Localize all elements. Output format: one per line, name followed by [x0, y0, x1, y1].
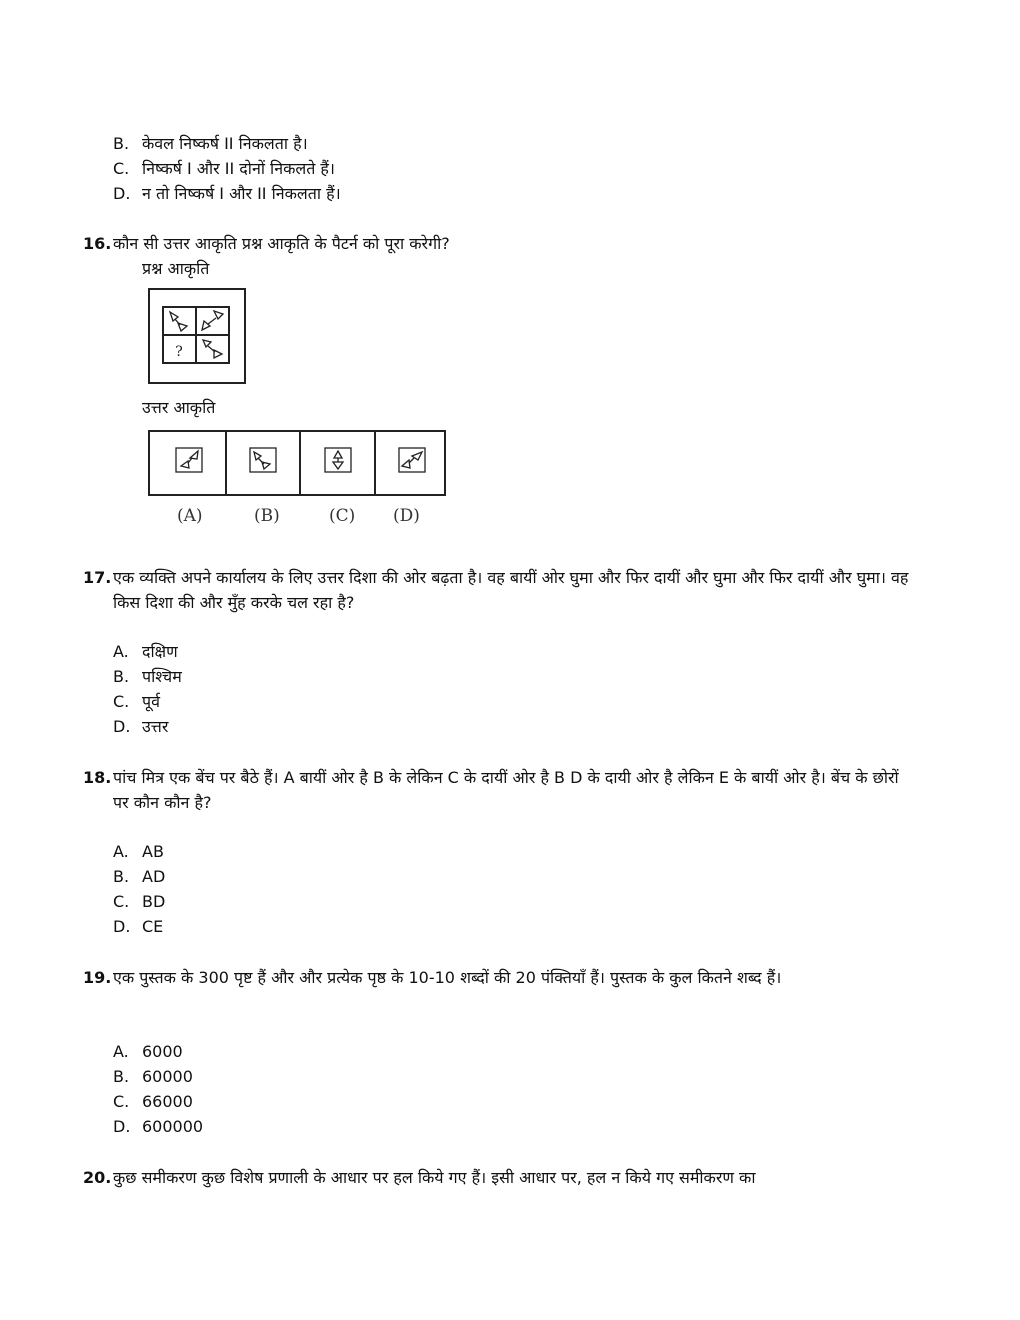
q19-option-d — [113, 1116, 203, 1138]
option-label: B. — [113, 134, 130, 153]
q17-text: एक व्यक्ति अपने कार्यालय के लिए उत्तर दिशा की ओर बढ़ता है। वह बायीं ओर घुमा और फिर दायीं और घुमा और फिर दायीं और घुमा। वह किस दिशा की और मुँह करके चल रहा है? — [113, 568, 909, 612]
option-label: B. — [113, 867, 130, 886]
option-text: BD — [142, 892, 166, 911]
q18-option-a — [113, 841, 164, 863]
option-text: न तो निष्कर्ष I और II निकलता हैं। — [142, 184, 341, 203]
option-label: B. — [113, 667, 130, 686]
question-mark: ? — [175, 344, 183, 360]
question-figure — [148, 288, 246, 384]
q15-option-b — [113, 133, 308, 155]
option-text: 6000 — [142, 1042, 183, 1061]
q18-text: पांच मित्र एक बेंच पर बैठे हैं। A बायीं ओर है B के लेकिन C के दायीं ओर है B D के दायी ओर है लेकिन E के बायीं ओर है। बेंच के छोरों पर कौन कौन है? — [113, 768, 899, 812]
option-text: 66000 — [142, 1092, 193, 1111]
q15-option-d — [113, 183, 341, 205]
q19-option-b — [113, 1066, 193, 1088]
option-label: C. — [113, 159, 130, 178]
option-label: C. — [113, 692, 130, 711]
q17-option-c — [113, 691, 160, 713]
q18-option-d — [113, 916, 163, 938]
q20-number: 20. — [83, 1168, 112, 1187]
q17-option-a — [113, 641, 178, 663]
q19-text: एक पुस्तक के 300 पृष्ट हैं और और प्रत्येक पृष्ठ के 10-10 शब्दों की 20 पंक्तियाँ हैं। पुस्तक के कुल कितने शब्द हैं। — [113, 968, 782, 987]
option-text: पश्चिम — [142, 667, 182, 686]
q18-option-b — [113, 866, 165, 888]
answer-figure-caption: उत्तर आकृति — [142, 398, 216, 417]
option-label: D. — [113, 917, 131, 936]
option-text: निष्कर्ष I और II दोनों निकलते हैं। — [142, 159, 335, 178]
option-label: D. — [113, 717, 131, 736]
q17-option-d — [113, 716, 168, 738]
q15-option-c — [113, 158, 335, 180]
option-label: D. — [113, 184, 131, 203]
q18-number: 18. — [83, 768, 112, 787]
option-label: C. — [113, 892, 130, 911]
option-text: 60000 — [142, 1067, 193, 1086]
answer-label-d: (D) — [393, 506, 420, 526]
answer-label-a: (A) — [177, 506, 203, 526]
q17-option-b — [113, 666, 182, 688]
option-label: D. — [113, 1117, 131, 1136]
option-text: पूर्व — [142, 692, 160, 711]
option-text: केवल निष्कर्ष II निकलता है। — [142, 134, 308, 153]
option-text: दक्षिण — [142, 642, 178, 661]
answer-label-c: (C) — [329, 506, 356, 526]
option-text: CE — [142, 917, 164, 936]
answer-label-b: (B) — [254, 506, 280, 526]
q19-option-c — [113, 1091, 193, 1113]
option-label: B. — [113, 1067, 130, 1086]
question-figure-caption: प्रश्न आकृति — [142, 259, 210, 278]
q20-text: कुछ समीकरण कुछ विशेष प्रणाली के आधार पर हल किये गए हैं। इसी आधार पर, हल न किये गए समीकरण का — [113, 1168, 756, 1187]
option-text: AD — [142, 867, 166, 886]
option-label: C. — [113, 1092, 130, 1111]
q19-number: 19. — [83, 968, 112, 987]
option-text: 600000 — [142, 1117, 204, 1136]
q16-number: 16. — [83, 234, 112, 253]
option-text: उत्तर — [142, 717, 169, 736]
option-label: A. — [113, 842, 129, 861]
answer-figures — [148, 430, 446, 496]
q17-number: 17. — [83, 568, 112, 587]
option-text: AB — [142, 842, 164, 861]
option-label: A. — [113, 1042, 129, 1061]
q18-option-c — [113, 891, 165, 913]
q16-text: कौन सी उत्तर आकृति प्रश्न आकृति के पैटर्न को पूरा करेगी? — [113, 234, 450, 253]
q19-option-a — [113, 1041, 183, 1063]
option-label: A. — [113, 642, 129, 661]
